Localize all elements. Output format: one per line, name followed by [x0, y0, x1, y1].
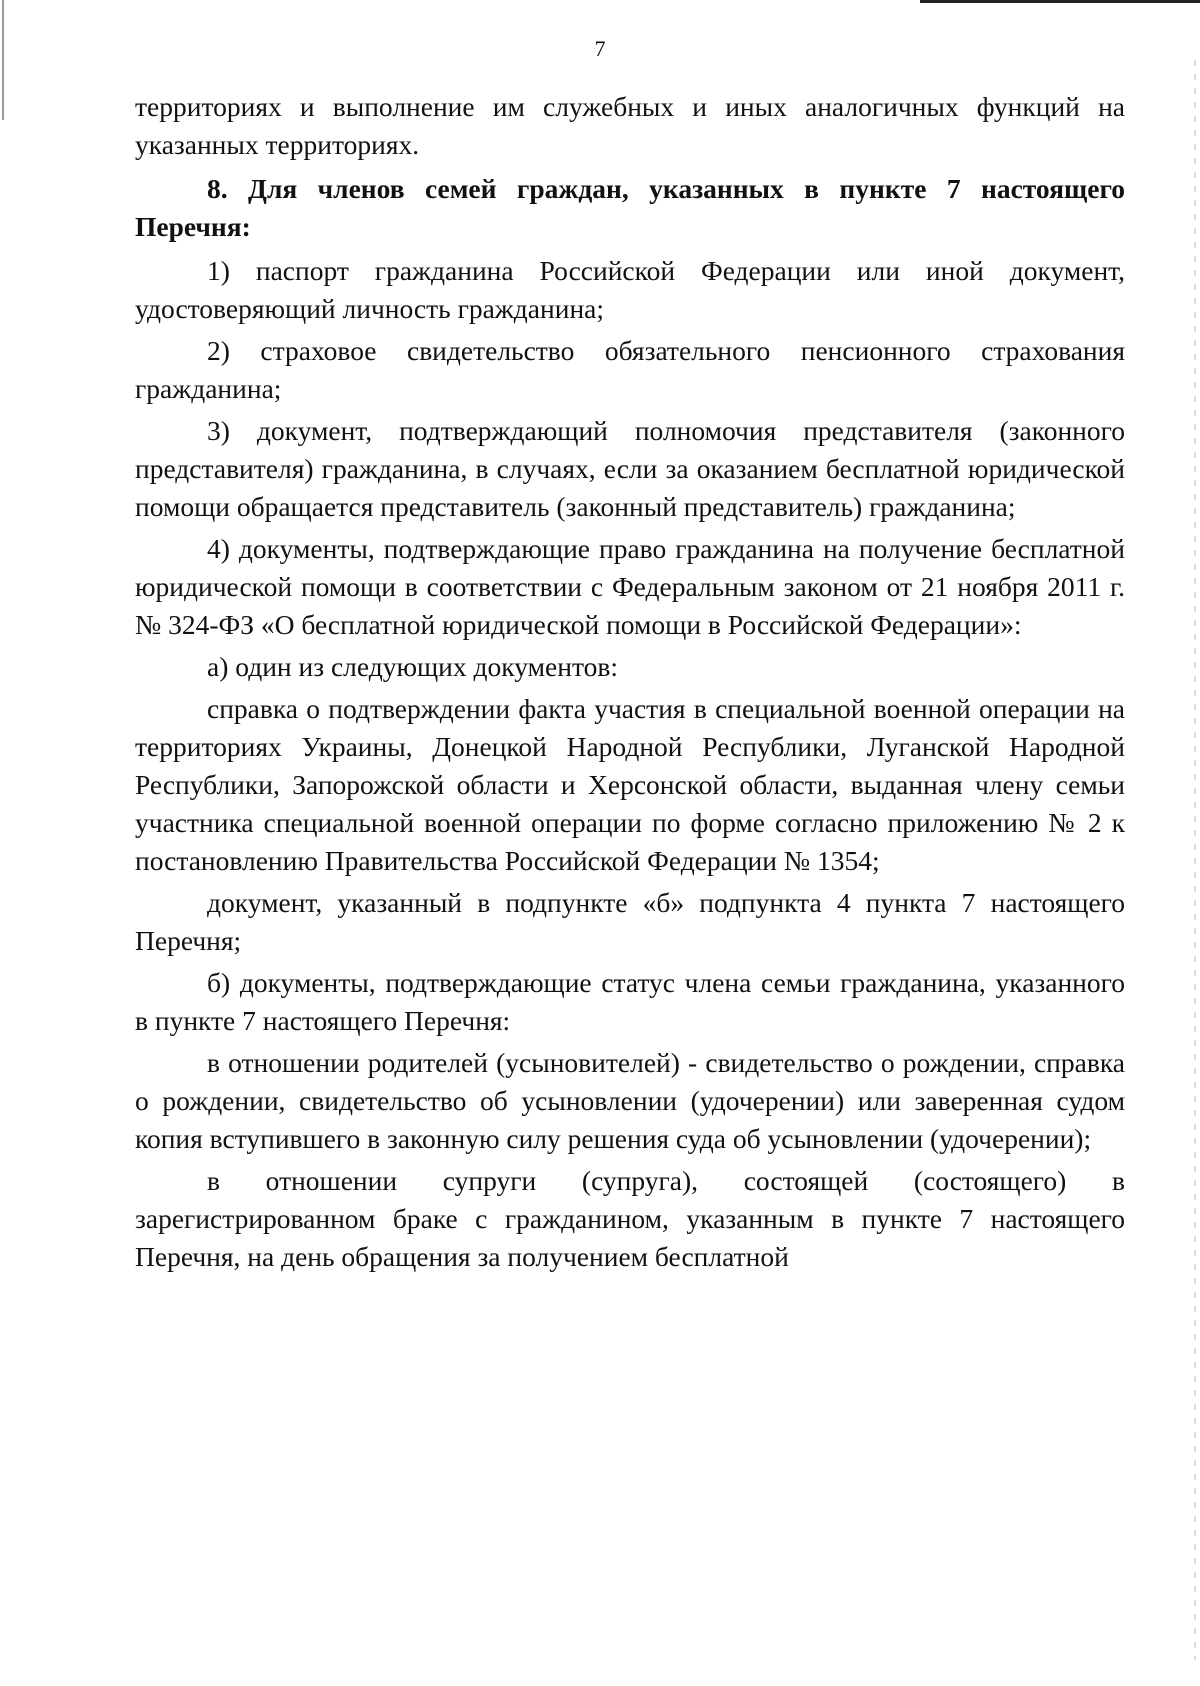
- document-body: [135, 88, 1125, 1276]
- subitem-b: б) документы, подтверждающие статус члена семьи гражданина, указанного в пункте 7 настоящего Перечня:: [135, 967, 1125, 1036]
- list-item-4: 4) документы, подтверждающие право гражданина на получение бесплатной юридической помощи в соответствии с Федеральным законом от 21 ноября 2011 г. № 324-ФЗ «О бесплатной юридической помощи в Российской Федерации»:: [135, 533, 1125, 640]
- scan-edge-top: [920, 0, 1200, 3]
- subitem-a: а) один из следующих документов:: [207, 651, 618, 682]
- paragraph-continuation: территориях и выполнение им служебных и иных аналогичных функций на указанных территориях.: [135, 91, 1125, 160]
- section-heading-8: 8. Для членов семей граждан, указанных в пункте 7 настоящего Перечня:: [135, 173, 1125, 242]
- scan-edge-right: [1194, 60, 1196, 1660]
- page-number: 7: [594, 36, 606, 61]
- paragraph-certificate: справка о подтверждении факта участия в специальной военной операции на территориях Украины, Донецкой Народной Республики, Луганской Народной Республики, Запорожской области и Херсонской области, выданная члену семьи участника специальной военной операции по форме согласно приложению № 2 к постановлению Правительства Российской Федерации № 1354;: [135, 693, 1125, 876]
- list-item-1: 1) паспорт гражданина Российской Федерации или иной документ, удостоверяющий личность гражданина;: [135, 255, 1125, 324]
- paragraph-document-ref: документ, указанный в подпункте «б» подпункта 4 пункта 7 настоящего Перечня;: [135, 887, 1125, 956]
- paragraph-spouse: в отношении супруги (супруга), состоящей (состоящего) в зарегистрированном браке с гражданином, указанным в пункте 7 настоящего Перечня, на день обращения за получением бесплатной: [135, 1165, 1125, 1272]
- list-item-2: 2) страховое свидетельство обязательного пенсионного страхования гражданина;: [135, 335, 1125, 404]
- list-item-3: 3) документ, подтверждающий полномочия представителя (законного представителя) гражданина, в случаях, если за оказанием бесплатной юридической помощи обращается представитель (законный представитель) гражданина;: [135, 415, 1125, 522]
- paragraph-parents: в отношении родителей (усыновителей) - свидетельство о рождении, справка о рождении, свидетельство об усыновлении (удочерении) или заверенная судом копия вступившего в законную силу решения суда об усыновлении (удочерении);: [135, 1047, 1125, 1154]
